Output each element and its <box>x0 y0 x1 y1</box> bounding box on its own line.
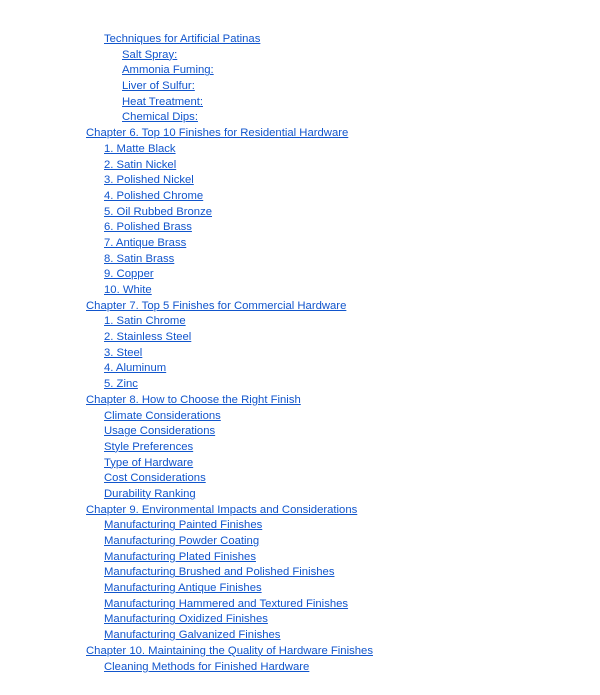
toc-link[interactable]: Chapter 7. Top 5 Finishes for Commercial Hardware <box>86 299 347 312</box>
table-of-contents <box>0 32 600 675</box>
toc-section-entry <box>0 314 600 330</box>
toc-link[interactable]: 9. Copper <box>104 268 154 281</box>
toc-section-entry <box>0 628 600 644</box>
toc-link[interactable]: Usage Considerations <box>104 425 216 438</box>
toc-link[interactable]: Cost Considerations <box>104 472 206 485</box>
toc-chapter-entry <box>0 644 600 660</box>
toc-section-entry <box>0 205 600 221</box>
toc-subsection-entry <box>0 63 600 79</box>
toc-section-entry <box>0 346 600 362</box>
toc-section-entry <box>0 142 600 158</box>
toc-link[interactable]: Manufacturing Brushed and Polished Finishes <box>104 566 335 579</box>
toc-section-entry <box>0 252 600 268</box>
toc-chapter-entry <box>0 503 600 519</box>
toc-subsection-entry <box>0 48 600 64</box>
toc-link[interactable]: Heat Treatment: <box>122 95 203 108</box>
toc-link[interactable]: Manufacturing Plated Finishes <box>104 550 256 563</box>
toc-link[interactable]: Manufacturing Oxidized Finishes <box>104 613 268 626</box>
toc-section-entry <box>0 283 600 299</box>
toc-link[interactable]: 10. White <box>104 284 152 296</box>
toc-link[interactable]: Manufacturing Antique Finishes <box>104 582 262 595</box>
toc-section-entry <box>0 660 600 676</box>
toc-section-entry <box>0 173 600 189</box>
toc-section-entry <box>0 267 600 283</box>
toc-section-entry <box>0 32 600 48</box>
toc-section-entry <box>0 487 600 503</box>
toc-section-entry <box>0 456 600 472</box>
toc-link[interactable]: Manufacturing Painted Finishes <box>104 519 263 532</box>
toc-section-entry <box>0 518 600 534</box>
toc-link[interactable]: Type of Hardware <box>104 456 194 469</box>
toc-section-entry <box>0 220 600 236</box>
toc-link[interactable]: Salt Spray: <box>122 48 178 61</box>
toc-section-entry <box>0 550 600 566</box>
toc-section-entry <box>0 361 600 377</box>
toc-link[interactable]: Chemical Dips: <box>122 111 198 124</box>
toc-link[interactable]: 8. Satin Brass <box>104 252 175 265</box>
toc-subsection-entry <box>0 110 600 126</box>
toc-link[interactable]: Ammonia Fuming: <box>122 64 214 77</box>
toc-section-entry <box>0 612 600 628</box>
toc-link[interactable]: Chapter 8. How to Choose the Right Finish <box>86 393 301 406</box>
toc-section-entry <box>0 330 600 346</box>
toc-link[interactable]: Chapter 9. Environmental Impacts and Considerations <box>86 503 358 516</box>
toc-link[interactable]: 1. Matte Black <box>104 142 176 155</box>
toc-section-entry <box>0 581 600 597</box>
toc-section-entry <box>0 471 600 487</box>
toc-section-entry <box>0 424 600 440</box>
toc-section-entry <box>0 189 600 205</box>
toc-link[interactable]: 6. Polished Brass <box>104 221 192 234</box>
toc-section-entry <box>0 597 600 613</box>
toc-link[interactable]: 1. Satin Chrome <box>104 315 186 328</box>
toc-link[interactable]: 3. Steel <box>104 346 143 359</box>
toc-section-entry <box>0 534 600 550</box>
toc-link[interactable]: 5. Oil Rubbed Bronze <box>104 205 213 218</box>
toc-chapter-entry <box>0 126 600 142</box>
toc-link[interactable]: Climate Considerations <box>104 409 221 422</box>
toc-link[interactable]: Chapter 10. Maintaining the Quality of Hardware Finishes <box>86 644 373 657</box>
toc-chapter-entry <box>0 393 600 409</box>
toc-link[interactable]: Liver of Sulfur: <box>122 80 195 93</box>
toc-link[interactable]: 7. Antique Brass <box>104 236 187 249</box>
toc-subsection-entry <box>0 95 600 111</box>
toc-link[interactable]: Chapter 6. Top 10 Finishes for Residential Hardware <box>86 127 349 140</box>
toc-section-entry <box>0 565 600 581</box>
toc-link[interactable]: 3. Polished Nickel <box>104 174 194 187</box>
toc-link[interactable]: Cleaning Methods for Finished Hardware <box>104 660 310 673</box>
toc-section-entry <box>0 440 600 456</box>
toc-link[interactable]: 2. Satin Nickel <box>104 158 177 171</box>
toc-section-entry <box>0 236 600 252</box>
toc-link[interactable]: Manufacturing Powder Coating <box>104 535 260 547</box>
toc-link[interactable]: Durability Ranking <box>104 487 196 500</box>
toc-section-entry <box>0 409 600 425</box>
toc-section-entry <box>0 158 600 174</box>
toc-link[interactable]: Manufacturing Hammered and Textured Finishes <box>104 597 349 610</box>
toc-link[interactable]: 5. Zinc <box>104 378 138 391</box>
toc-link[interactable]: 4. Polished Chrome <box>104 189 204 202</box>
toc-chapter-entry <box>0 299 600 315</box>
toc-link[interactable]: Manufacturing Galvanized Finishes <box>104 629 281 642</box>
toc-link[interactable]: Techniques for Artificial Patinas <box>104 33 261 45</box>
toc-link[interactable]: Style Preferences <box>104 440 194 453</box>
toc-subsection-entry <box>0 79 600 95</box>
toc-section-entry <box>0 377 600 393</box>
toc-link[interactable]: 4. Aluminum <box>104 362 167 375</box>
toc-link[interactable]: 2. Stainless Steel <box>104 331 192 344</box>
